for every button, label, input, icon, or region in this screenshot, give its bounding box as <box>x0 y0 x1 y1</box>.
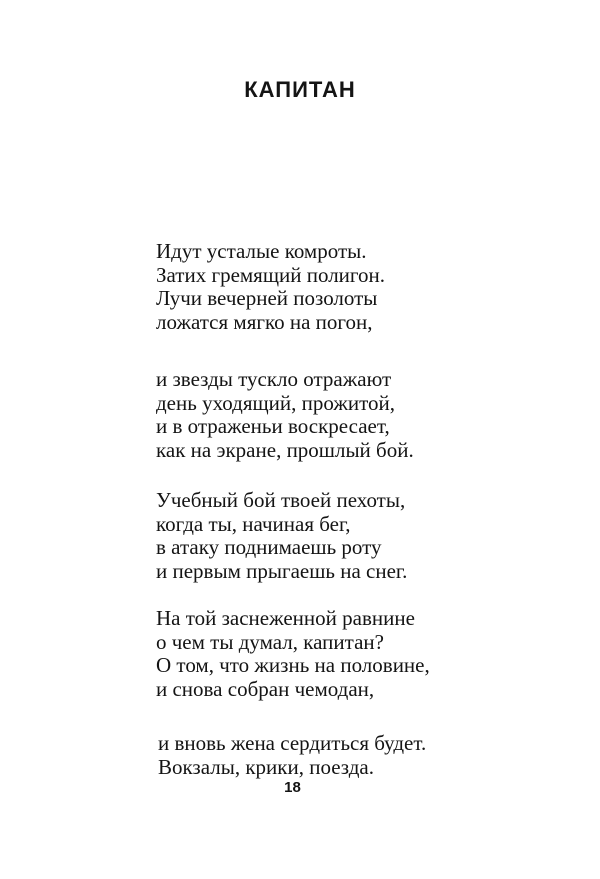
verse-line: Лучи вечерней позолоты <box>156 286 378 310</box>
stanza <box>156 368 414 462</box>
verse-line: Идут усталые комроты. <box>156 239 367 263</box>
poem-title: КАПИТАН <box>244 77 356 102</box>
verse-line: день уходящий, прожитой, <box>156 390 396 415</box>
stanza <box>156 607 430 701</box>
stanza <box>158 732 426 779</box>
page-number: 18 <box>284 779 301 796</box>
verse-line: и первым прыгаешь на снег. <box>156 558 408 583</box>
stanza <box>156 240 385 334</box>
verse-line: как на экране, прошлый бой. <box>156 437 414 462</box>
verse-line: и вновь жена сердиться будет. <box>158 731 427 755</box>
verse-line: На той заснеженной равнине <box>156 606 415 630</box>
stanza <box>156 489 407 583</box>
verse-line: О том, что жизнь на половине, <box>156 653 430 677</box>
verse-line: о чем ты думал, капитан? <box>156 629 384 654</box>
verse-line: в атаку поднимаешь роту <box>156 535 382 559</box>
verse-line: Вокзалы, крики, поезда. <box>158 754 374 779</box>
verse-line: когда ты, начиная бег, <box>156 511 351 536</box>
verse-line: и в отраженьи воскресает, <box>156 414 390 438</box>
verse-line: и звезды тускло отражают <box>156 367 392 391</box>
verse-line: Затих гремящий полигон. <box>156 262 386 287</box>
verse-line: ложатся мягко на погон, <box>156 309 373 334</box>
verse-line: Учебный бой твоей пехоты, <box>156 488 406 512</box>
verse-line: и снова собран чемодан, <box>156 676 375 701</box>
